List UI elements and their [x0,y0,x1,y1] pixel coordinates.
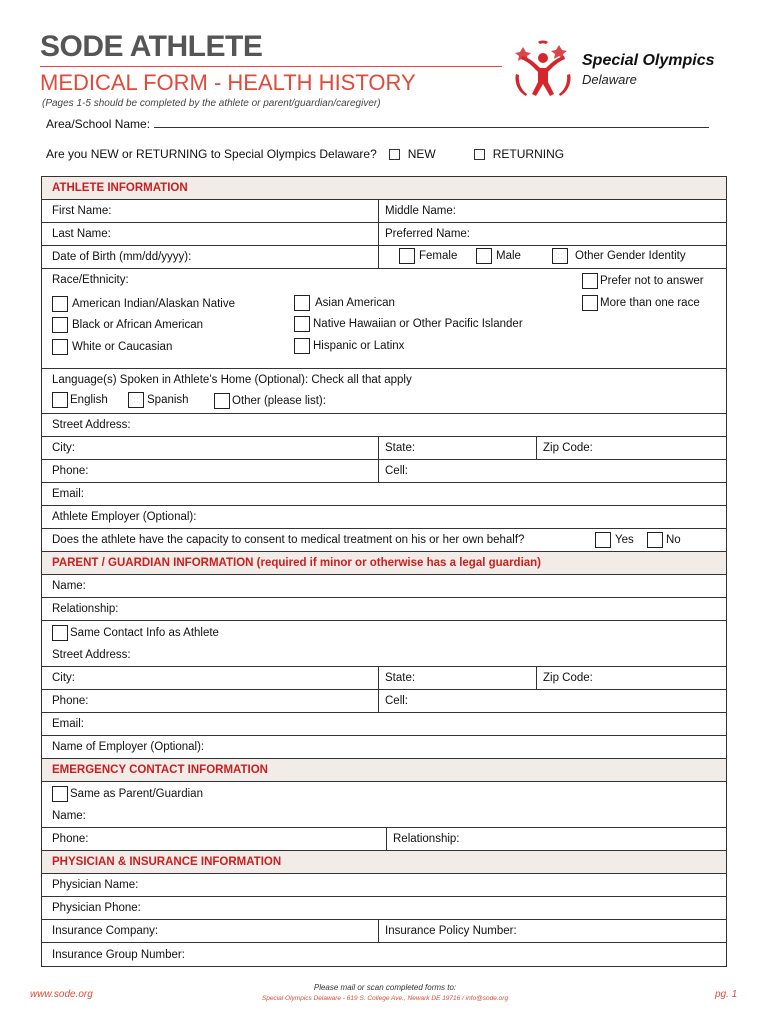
area-school-field[interactable] [46,117,709,131]
same-as-parent-checkbox[interactable] [52,786,68,802]
new-checkbox[interactable] [389,149,400,160]
more-than-one-label: More than one race [600,297,700,309]
guardian-city-row [42,667,726,690]
female-label: Female [419,250,458,262]
logo-wordmark: Special Olympics [582,52,715,69]
preferred-name-label: Preferred Name: [385,228,471,240]
black-african-american-label: Black or African American [72,319,204,331]
area-school-label: Area/School Name: [46,117,151,131]
race-label: Race/Ethnicity: [52,274,129,286]
area-school-underline[interactable] [154,118,709,128]
guardian-street-label: Street Address: [52,649,131,661]
language-label: Language(s) Spoken in Athlete’s Home (Optional): Check all that apply [52,374,412,386]
guardian-info-title: PARENT / GUARDIAN INFORMATION (required if minor or otherwise has a legal guardian) [52,557,542,569]
page-number: pg. 1 [715,989,738,1000]
consent-yes-checkbox[interactable] [595,532,611,548]
hispanic-latinx-label: Hispanic or Latinx [313,340,405,352]
same-as-athlete-checkbox[interactable] [52,625,68,641]
last-name-label: Last Name: [52,228,111,240]
consent-no-checkbox[interactable] [647,532,663,548]
form-subtitle: MEDICAL FORM - HEALTH HISTORY [40,70,416,95]
website-link[interactable]: www.sode.org [30,989,93,1000]
guardian-employer-label: Name of Employer (Optional): [52,741,205,753]
emergency-name-row [42,805,726,828]
guardian-cell-label: Cell: [385,695,409,707]
physician-name-row [42,874,726,897]
asian-american-checkbox[interactable] [294,295,310,311]
hispanic-latinx-checkbox[interactable] [294,338,310,354]
guardian-relationship-row [42,598,726,621]
emergency-relationship-label: Relationship: [393,833,460,845]
middle-name-label: Middle Name: [385,205,456,217]
same-as-parent-row [42,782,726,805]
dob-gender-row [42,246,726,269]
emergency-contact-header [42,759,726,782]
guardian-phone-label: Phone: [52,695,89,707]
more-than-one-checkbox[interactable] [582,295,598,311]
name-row-2 [42,223,726,246]
other-gender-label: Other Gender Identity [575,250,686,262]
emergency-phone-row [42,828,726,851]
mail-note: Please mail or scan completed forms to: [313,983,457,992]
insurance-company-row [42,920,726,943]
guardian-relationship-label: Relationship: [52,603,119,615]
guardian-city-label: City: [52,672,75,684]
prefer-not-checkbox[interactable] [582,273,598,289]
female-checkbox[interactable] [399,248,415,264]
returning-checkbox[interactable] [474,149,485,160]
athlete-phone-label: Phone: [52,465,89,477]
spanish-checkbox[interactable] [128,392,144,408]
logo-subtitle: Delaware [582,72,637,87]
athlete-cell-label: Cell: [385,465,409,477]
athlete-phone-row [42,460,726,483]
dob-label: Date of Birth (mm/dd/yyyy): [52,251,192,263]
name-row-1 [42,200,726,223]
guardian-state-label: State: [385,672,416,684]
english-label: English [70,394,108,406]
american-indian-label: American Indian/Alaskan Native [72,298,235,310]
physician-phone-label: Physician Phone: [52,902,141,914]
race-ethnicity-block [42,269,726,369]
emergency-name-label: Name: [52,810,86,822]
insurance-company-label: Insurance Company: [52,925,159,937]
emergency-contact-title: EMERGENCY CONTACT INFORMATION [52,764,268,776]
white-caucasian-checkbox[interactable] [52,339,68,355]
title-divider [40,66,502,67]
prefer-not-label: Prefer not to answer [600,275,704,287]
form-title: SODE ATHLETE [40,30,263,63]
same-as-athlete-row [42,621,726,644]
physician-phone-row [42,897,726,920]
native-hawaiian-label: Native Hawaiian or Other Pacific Islander [313,318,523,330]
athlete-street-row [42,414,726,437]
american-indian-checkbox[interactable] [52,296,68,312]
special-olympics-figure-icon [510,38,576,104]
athlete-employer-row [42,506,726,529]
consent-yes-label: Yes [615,534,634,546]
mailing-address: Special Olympics Delaware - 619 S. College Ave., Newark DE 19716 / info@sode.org [261,995,509,1002]
athlete-street-label: Street Address: [52,419,131,431]
athlete-zip-label: Zip Code: [543,442,593,454]
athlete-employer-label: Athlete Employer (Optional): [52,511,197,523]
other-language-label: Other (please list): [232,395,326,407]
athlete-city-row [42,437,726,460]
medical-form-table [41,176,727,967]
consent-row [42,529,726,552]
physician-insurance-header [42,851,726,874]
emergency-phone-label: Phone: [52,833,89,845]
male-label: Male [496,250,521,262]
guardian-employer-row [42,736,726,759]
white-caucasian-label: White or Caucasian [72,341,173,353]
athlete-email-label: Email: [52,488,84,500]
language-block [42,369,726,414]
new-label: NEW [407,147,436,161]
spanish-label: Spanish [147,394,189,406]
guardian-street-row [42,644,726,667]
first-name-label: First Name: [52,205,112,217]
other-language-checkbox[interactable] [214,393,230,409]
physician-insurance-title: PHYSICIAN & INSURANCE INFORMATION [52,856,282,868]
policy-number-label: Insurance Policy Number: [385,925,517,937]
guardian-email-label: Email: [52,718,84,730]
guardian-info-header [42,552,726,575]
other-gender-checkbox[interactable] [552,248,568,264]
same-as-athlete-label: Same Contact Info as Athlete [70,627,219,639]
guardian-zip-label: Zip Code: [543,672,593,684]
returning-label: RETURNING [492,147,565,161]
male-checkbox[interactable] [476,248,492,264]
native-hawaiian-checkbox[interactable] [294,316,310,332]
new-returning-question [46,147,564,161]
completion-note: (Pages 1-5 should be completed by the athlete or parent/guardian/caregiver) [42,98,381,109]
english-checkbox[interactable] [52,392,68,408]
group-number-row [42,943,726,966]
new-returning-label: Are you NEW or RETURNING to Special Olympics Delaware? [46,147,377,161]
same-as-parent-label: Same as Parent/Guardian [70,788,203,800]
consent-no-label: No [666,534,681,546]
guardian-phone-row [42,690,726,713]
consent-question: Does the athlete have the capacity to consent to medical treatment on his or her own behalf? [52,534,525,546]
guardian-email-row [42,713,726,736]
physician-name-label: Physician Name: [52,879,139,891]
asian-american-label: Asian American [315,297,395,309]
group-number-label: Insurance Group Number: [52,948,185,961]
athlete-email-row [42,483,726,506]
black-african-american-checkbox[interactable] [52,317,68,333]
athlete-state-label: State: [385,442,416,454]
guardian-name-label: Name: [52,580,86,592]
athlete-info-header [42,177,726,200]
athlete-info-title: ATHLETE INFORMATION [52,182,188,194]
athlete-city-label: City: [52,442,75,454]
guardian-name-row [42,575,726,598]
